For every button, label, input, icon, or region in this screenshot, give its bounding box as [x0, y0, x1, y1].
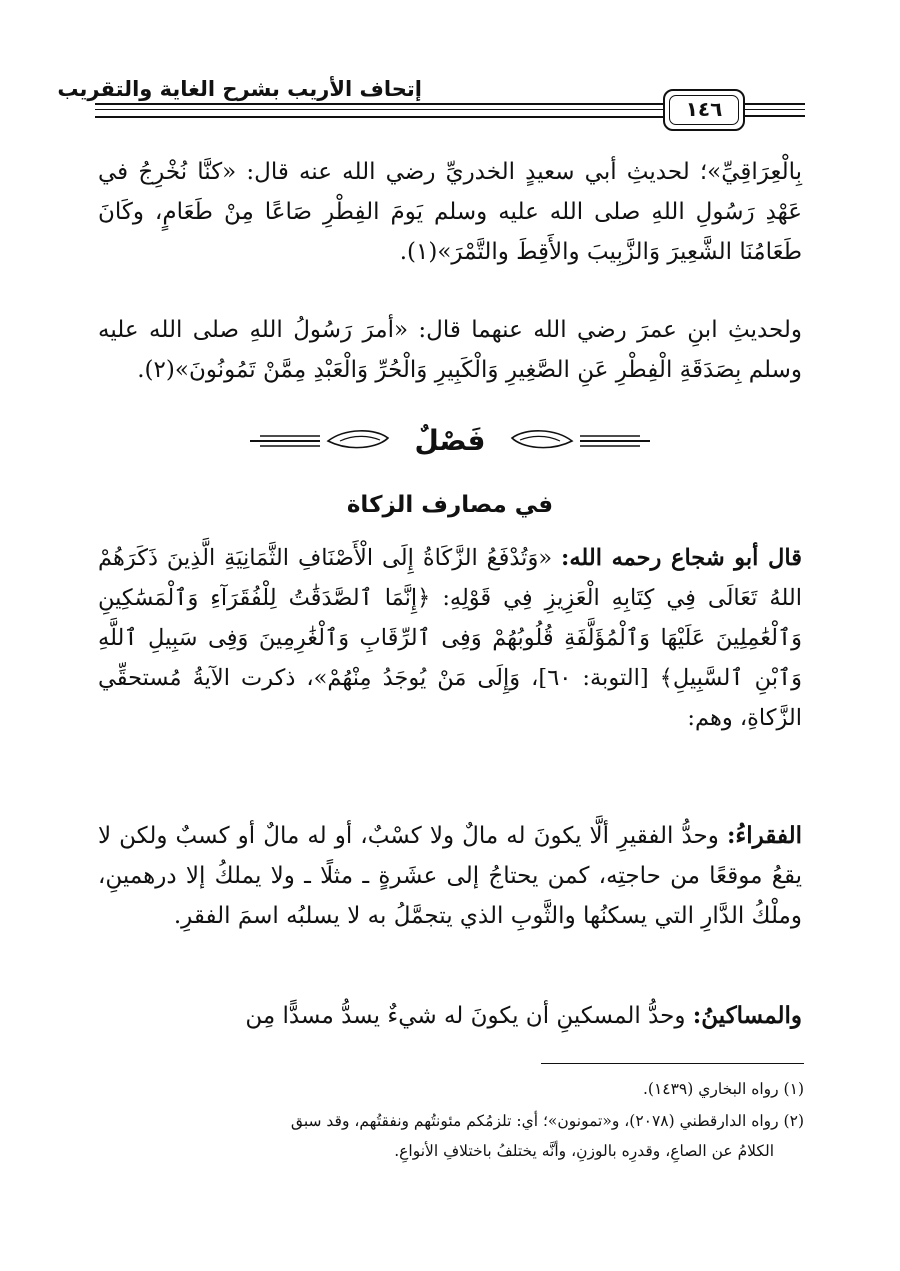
paragraph-quote-text: «وَتُدْفَعُ الزَّكَاةُ إِلَى الْأَصْنَافِ الثَّمَانِيَةِ الَّذِينَ ذَكَرَهُمْ اللهُ تَعَالَى فِي كِتَابِهِ الْعَزِيزِ فِي قَوْلِهِ: ﴿إِنَّمَا ٱلصَّدَقَٰتُ لِلْفُقَرَآءِ وَٱلْمَسَٰكِينِ وَٱلْعَٰمِلِينَ عَلَيْهَا وَٱلْمُؤَلَّفَةِ قُلُوبُهُمْ وَفِى ٱلرِّقَابِ وَٱلْغَٰرِمِينَ وَفِى سَبِيلِ ٱللَّهِ وَٱبْنِ ٱلسَّبِيلِ﴾ [التوبة: ٦٠]، وَإِلَى مَنْ يُوجَدُ مِنْهُمْ»، ذكرت الآيةُ مُستحقِّي الزَّكاةِ، وهم: [98, 545, 803, 731]
section-title: في مصارف الزكاة [346, 492, 554, 518]
term-masakin: والمساكينُ: [692, 1002, 802, 1029]
footnote [130, 1106, 804, 1166]
header-rule [95, 109, 663, 110]
paragraph-the-needy [98, 996, 802, 1036]
header-rule-tail [745, 103, 805, 117]
page-number-box [663, 89, 745, 131]
term-fuqara: الفقراءُ: [726, 822, 802, 849]
header-rule [95, 116, 663, 118]
footnote-text: رواه الدارقطني (٢٠٧٨)، و«تمونون»؛ أي: تلزمُكم مئونتُهم ونفقتُهم، وقد سبق [290, 1112, 779, 1130]
footnote-separator [541, 1063, 804, 1064]
section-separator [250, 422, 650, 462]
page-number: ١٤٦ [669, 95, 739, 125]
running-header-title: إتحاف الأريب بشرح الغاية والتقريب [57, 77, 422, 101]
footnote [130, 1074, 804, 1104]
section-heading-fasl: فَصْلٌ [414, 424, 486, 457]
paragraph-abu-shuja-quote [98, 538, 802, 738]
paragraph-the-poor [98, 816, 802, 936]
paragraph-hadith-abu-said: بِالْعِرَاقِيِّ»؛ لحديثِ أبي سعيدٍ الخدريِّ رضي الله عنه قال: «كنَّا نُخْرِجُ في عَهْدِ رَسُولِ اللهِ صلى الله عليه وسلم يَومَ الفِطْرِ صَاعًا مِنْ طَعَامٍ، وكَانَ طَعَامُنَا الشَّعِيرَ وَالزَّبِيبَ والأَقِطَ والتَّمْرَ»(١). [98, 159, 802, 265]
footnote-number: (١) [783, 1080, 804, 1098]
footnote-text-continued: الكلامُ عن الصاعِ، وقدرِه بالوزنِ، وأنَّه يختلفُ باختلافِ الأنواعِ. [394, 1142, 774, 1160]
footnote-number: (٢) [783, 1112, 804, 1130]
definition-fuqara: وحدُّ الفقيرِ ألَّا يكونَ له مالٌ ولا كسْبٌ، أو له مالٌ أو كسبٌ ولكن لا يقعُ موقعًا من حاجتِه، كمن يحتاجُ إلى عشَرةٍ ـ مثلًا ـ ولا يملكُ إلا درهمينِ، وملْكُ الدَّارِ التي يسكنُها والثَّوبِ الذي يتجمَّلُ به لا يسلبُه اسمَ الفقرِ. [98, 823, 802, 929]
header-rule [95, 103, 663, 105]
definition-masakin: وحدُّ المسكينِ أن يكونَ له شيءٌ يسدُّ مسدًّا مِن [245, 1003, 686, 1029]
paragraph-hadith-ibn-umar: ولحديثِ ابنِ عمرَ رضي الله عنهما قال: «أمرَ رَسُولُ اللهِ صلى الله عليه وسلم بِصَدَقَةِ الْفِطْرِ عَنِ الصَّغِيرِ وَالْكَبِيرِ وَالْحُرِّ وَالْعَبْدِ مِمَّنْ تَمُونُونَ»(٢). [98, 317, 802, 383]
paragraph-lead-author: قال أبو شجاع رحمه الله: [561, 545, 802, 571]
footnote-text: رواه البخاري (١٤٣٩). [642, 1080, 779, 1098]
